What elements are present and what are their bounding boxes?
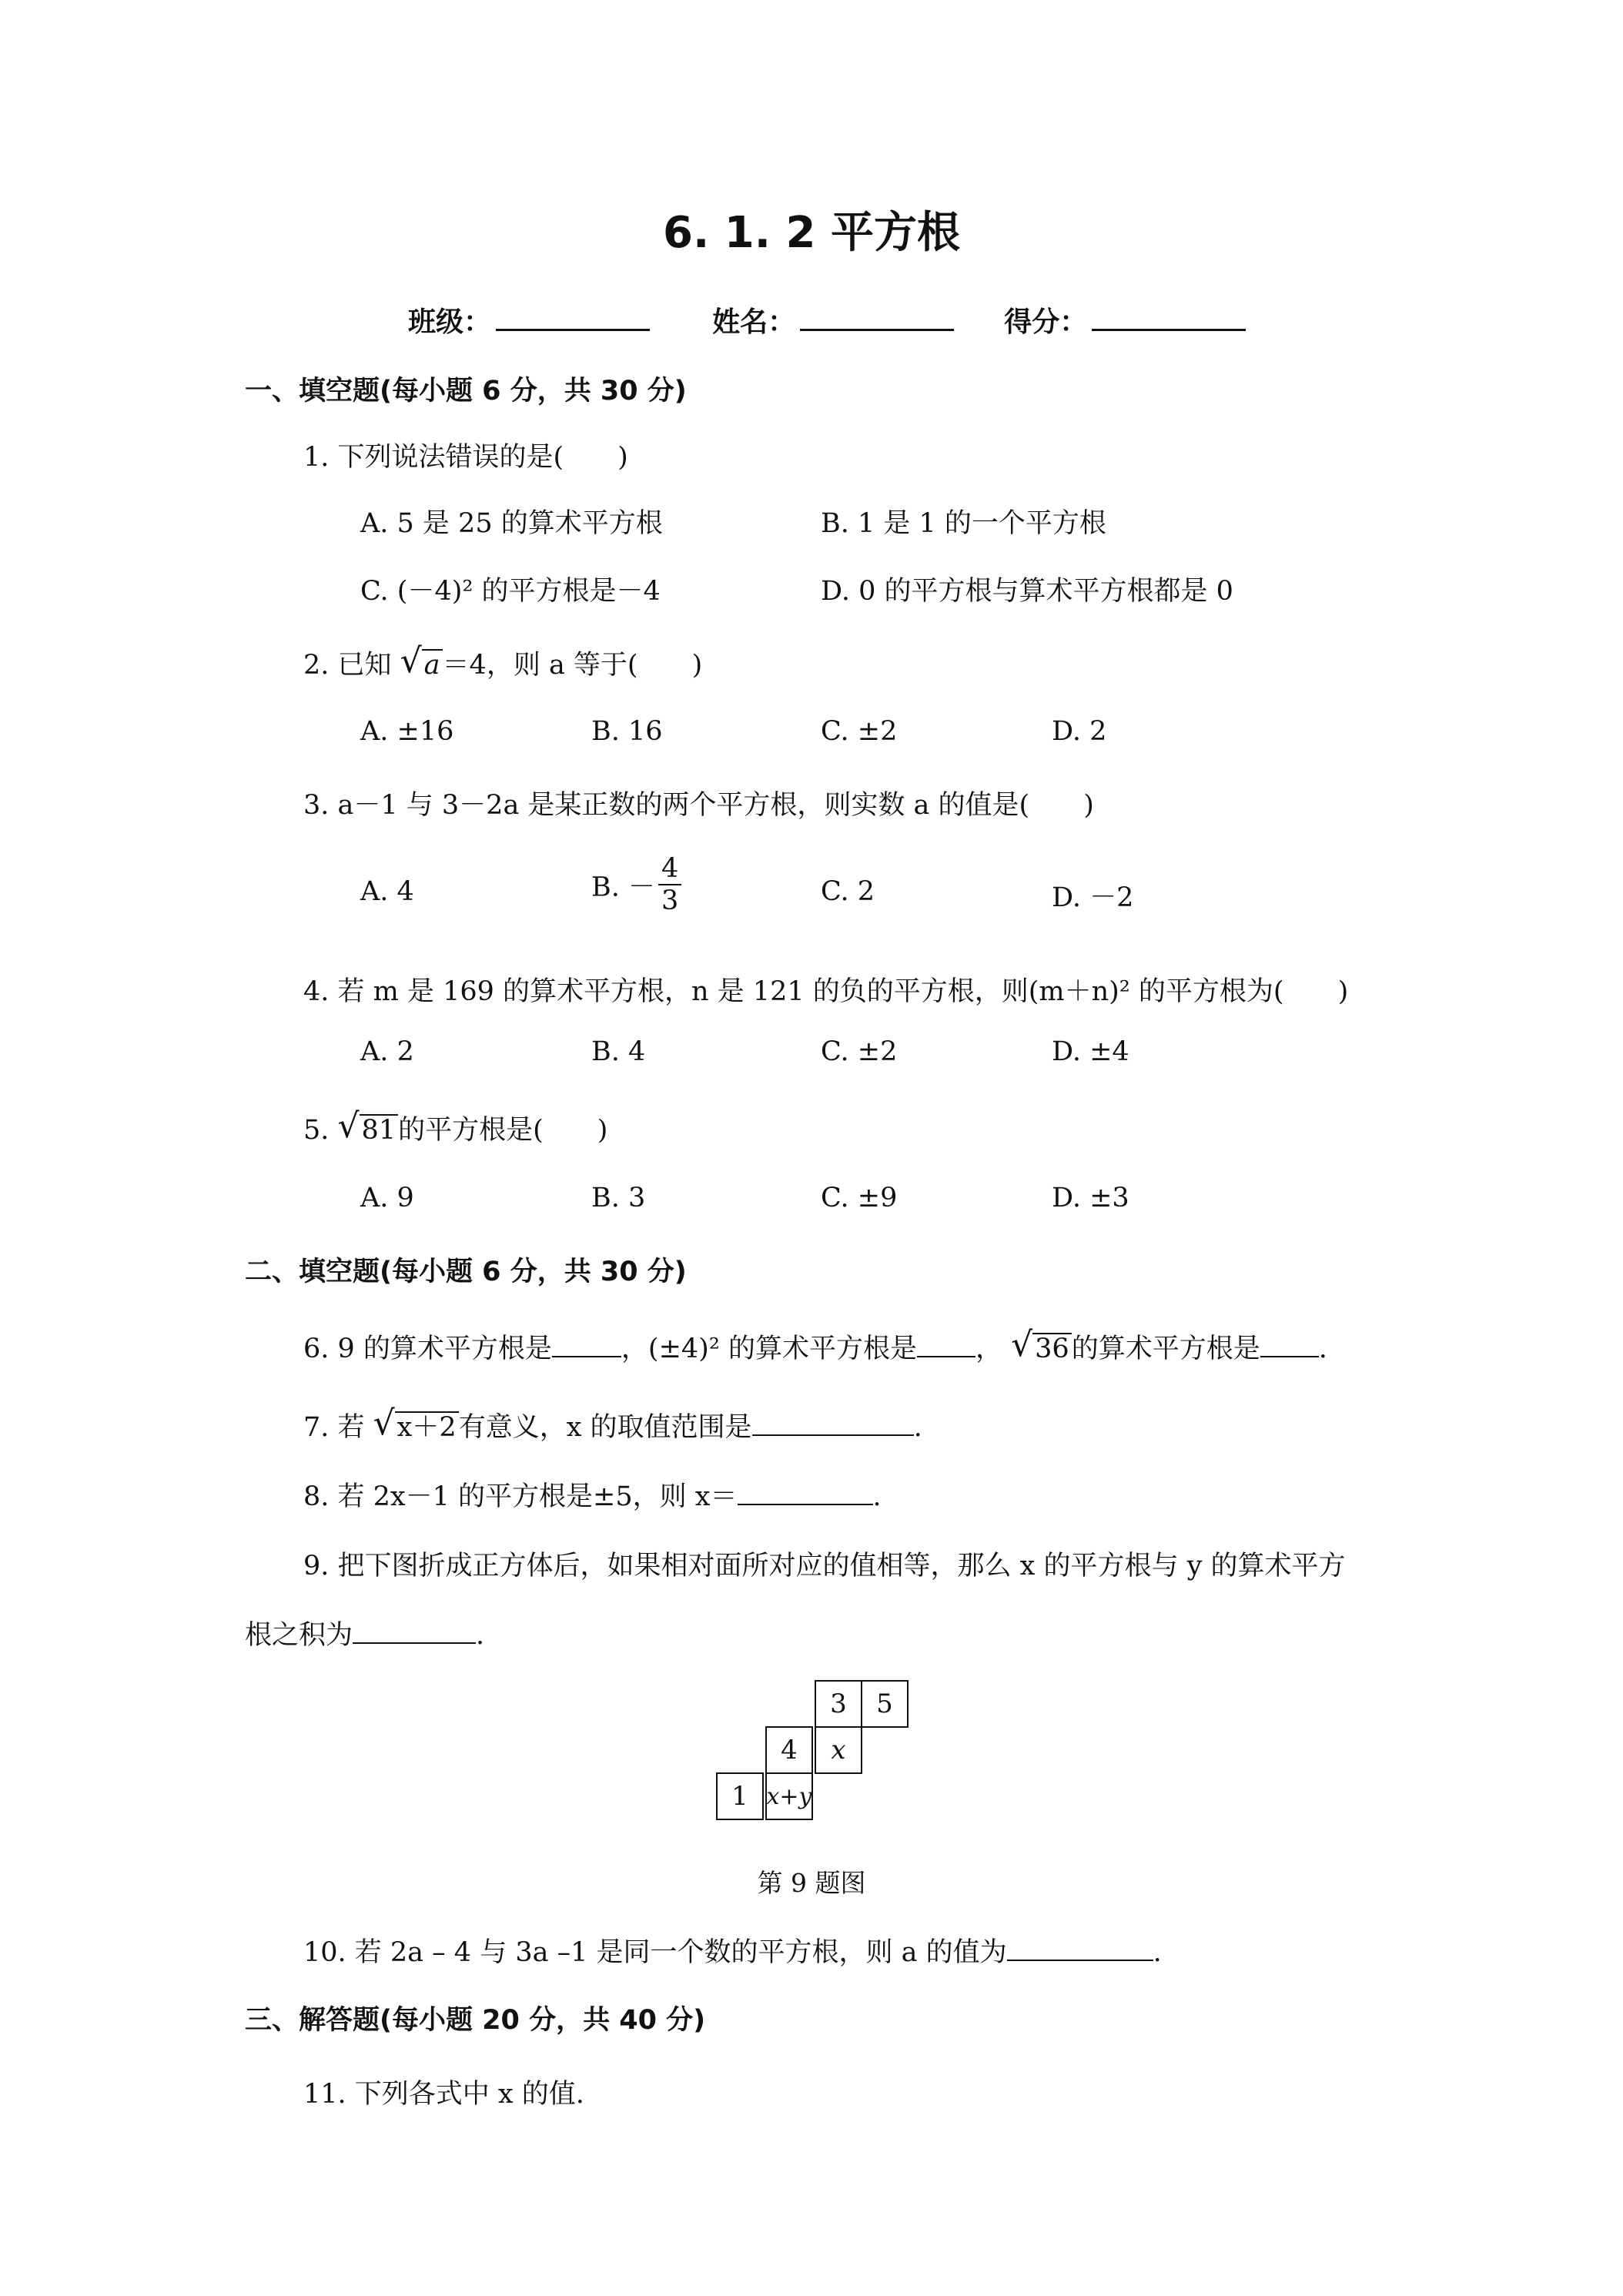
q1-option-d[interactable]: D. 0 的平方根与算术平方根都是 0 [821, 576, 1233, 607]
name-label: 姓名： [712, 306, 796, 338]
cube-face-5: 5 [861, 1680, 909, 1728]
q4-option-a[interactable]: A. 2 [360, 1036, 414, 1067]
q5-option-b[interactable]: B. 3 [591, 1183, 646, 1213]
cube-face-x: x [815, 1726, 862, 1774]
q2-suffix: ＝4，则 a 等于( ) [442, 650, 703, 681]
class-label: 班级： [408, 306, 492, 338]
q3-option-c[interactable]: C. 2 [821, 876, 875, 907]
q7-blank[interactable] [752, 1411, 914, 1436]
class-blank[interactable] [496, 306, 650, 331]
question-4: 4. 若 m 是 169 的算术平方根，n 是 121 的负的平方根，则(m＋n)² 的平方根为( ) [303, 976, 1349, 1007]
section-1-heading: 一、填空题(每小题 6 分，共 30 分) [245, 376, 687, 407]
q6-radical: √ 36 [1011, 1333, 1072, 1364]
cube-face-4: 4 [765, 1726, 813, 1774]
question-1: 1. 下列说法错误的是( ) [303, 442, 628, 473]
q7-radical: √ x＋2 [373, 1411, 459, 1443]
q9-blank[interactable] [353, 1619, 476, 1644]
q5-suffix: 的平方根是( ) [398, 1115, 608, 1146]
question-5 [303, 1106, 608, 1147]
section-2-heading: 二、填空题(每小题 6 分，共 30 分) [245, 1257, 687, 1287]
q3-b-fraction: $\frac{4}{3}$ [658, 853, 681, 917]
question-2 [303, 641, 703, 682]
q1-option-b[interactable]: B. 1 是 1 的一个平方根 [821, 508, 1106, 539]
q2-option-c[interactable]: C. ±2 [821, 716, 898, 747]
q3-option-a[interactable]: A. 4 [360, 876, 414, 907]
q2-option-b[interactable]: B. 16 [591, 716, 663, 747]
cube-face-1: 1 [716, 1772, 764, 1820]
question-7: 7. 若 √ x＋2有意义，x 的取值范围是 . [303, 1404, 922, 1443]
q5-option-a[interactable]: A. 9 [360, 1183, 414, 1213]
q4-option-d[interactable]: D. ±4 [1052, 1036, 1129, 1067]
q2-prefix: 2. 已知 [303, 650, 392, 681]
question-10: 10. 若 2a – 4 与 3a –1 是同一个数的平方根，则 a 的值为 . [303, 1937, 1162, 1968]
cube-face-3: 3 [815, 1680, 862, 1728]
q6-blank-1[interactable] [552, 1333, 621, 1357]
score-blank[interactable] [1092, 306, 1246, 331]
q4-option-b[interactable]: B. 4 [591, 1036, 646, 1067]
q10-blank[interactable] [1007, 1936, 1153, 1961]
q6-blank-3[interactable] [1260, 1333, 1319, 1357]
page-title: 6. 1. 2 平方根 [663, 208, 960, 258]
score-label: 得分： [1004, 306, 1088, 338]
q8-blank[interactable] [738, 1481, 873, 1505]
q3-option-d[interactable]: D. －2 [1052, 882, 1134, 913]
q2-radical: √ a [400, 649, 443, 681]
question-6: 6. 9 的算术平方根是 ，(±4)² 的算术平方根是 ， √ 36的算术平方根是 . [303, 1325, 1327, 1364]
section-3-heading: 三、解答题(每小题 20 分，共 40 分) [245, 2005, 706, 2036]
q5-option-d[interactable]: D. ±3 [1052, 1183, 1129, 1213]
q1-option-a[interactable]: A. 5 是 25 的算术平方根 [360, 508, 663, 539]
question-3: 3. a－1 与 3－2a 是某正数的两个平方根，则实数 a 的值是( ) [303, 790, 1094, 821]
question-9-line-1: 9. 把下图折成正方体后，如果相对面所对应的值相等，那么 x 的平方根与 y 的算术平方 [303, 1551, 1346, 1581]
question-8: 8. 若 2x－1 的平方根是±5，则 x＝ . [303, 1481, 882, 1512]
q5-radical: √ 81 [338, 1114, 399, 1146]
q4-option-c[interactable]: C. ±2 [821, 1036, 898, 1067]
question-9-line-2: 根之积为 . [245, 1620, 485, 1651]
q5-option-c[interactable]: C. ±9 [821, 1183, 898, 1213]
question-11: 11. 下列各式中 x 的值. [303, 2079, 584, 2110]
q1-option-c[interactable]: C. (－4)² 的平方根是－4 [360, 576, 661, 607]
q2-option-a[interactable]: A. ±16 [360, 716, 454, 747]
q2-option-d[interactable]: D. 2 [1052, 716, 1107, 747]
figure-caption: 第 9 题图 [757, 1868, 866, 1898]
q5-prefix: 5. [303, 1115, 330, 1146]
q3-option-b[interactable]: B. － $\frac{4}{3}$ [591, 853, 681, 917]
student-info-row [408, 300, 1246, 340]
name-blank[interactable] [800, 306, 954, 331]
q6-blank-2[interactable] [917, 1333, 975, 1357]
cube-face-x-plus-y: x+y [765, 1772, 813, 1820]
